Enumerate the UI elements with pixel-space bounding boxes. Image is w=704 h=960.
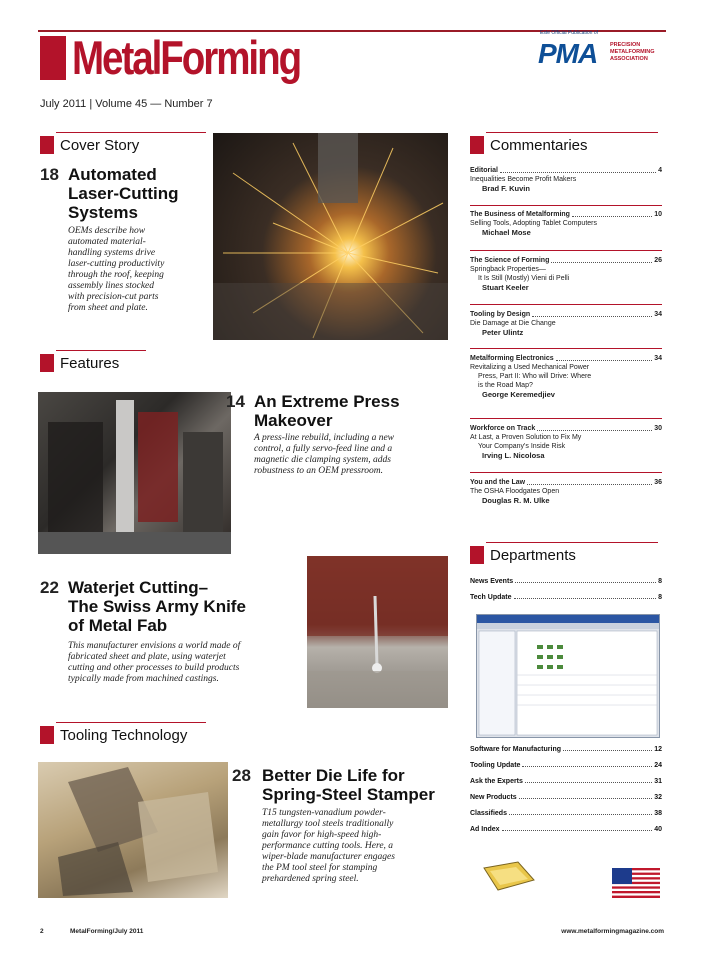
story-number: 14 <box>226 392 245 411</box>
story-headline: An Extreme Press Makeover <box>254 392 400 430</box>
footer-url: www.metalformingmagazine.com <box>561 928 664 935</box>
commentary-item: You and the Law 36 The OSHA Floodgates Open Douglas R. M. Ulke <box>470 479 662 505</box>
pma-logo: PMA <box>538 38 598 69</box>
story-blurb: OEMs describe how automated material- handling systems drive laser-cutting productivity through the roof, keeping assembly lines stocked with precision-cut parts from sheet and plate. <box>68 226 165 313</box>
section-features <box>40 354 210 380</box>
story-headline: Automated Laser-Cutting Systems <box>68 165 179 222</box>
department-item: Tooling Update 24 <box>470 762 662 769</box>
department-item: Classifieds 38 <box>470 810 662 817</box>
section-commentaries <box>470 136 662 162</box>
section-marker <box>470 136 484 154</box>
commentary-item: Metalforming Electronics 34 Revitalizing a Used Mechanical Power Press, Part II: Who will Drive: Where is the Road Map? George Keremedjiev <box>470 355 662 399</box>
section-marker <box>470 546 484 564</box>
brand-block <box>40 36 66 80</box>
story-headline: Better Die Life for Spring-Steel Stamper <box>262 766 435 804</box>
waterjet-photo <box>307 556 448 708</box>
divider <box>470 418 662 419</box>
magazine-title: MetalForming <box>72 31 301 84</box>
department-item: Tech Update 8 <box>470 594 662 601</box>
department-item: New Products 32 <box>470 794 662 801</box>
die-photo <box>38 762 228 898</box>
section-label: Cover Story <box>60 137 140 154</box>
story-number: 22 <box>40 578 59 597</box>
pma-tagline: Este Official Publication of <box>540 30 598 36</box>
section-departments <box>470 546 662 572</box>
story-headline: Waterjet Cutting– The Swiss Army Knife of Metal Fab <box>68 578 246 635</box>
story-number: 28 <box>232 766 251 785</box>
divider <box>470 304 662 305</box>
commentary-item: The Science of Forming 26 Springback Properties— It Is Still (Mostly) Vieni di Pelli Stuart Keeler <box>470 257 662 292</box>
commentary-item: Tooling by Design 34 Die Damage at Die Change Peter Ulintz <box>470 311 662 337</box>
story-blurb: This manufacturer envisions a world made of fabricated sheet and plate, using waterjet cutting and other processes to build products typically made from machined castings. <box>68 641 241 684</box>
press-photo <box>38 392 231 554</box>
section-label: Commentaries <box>490 137 588 154</box>
department-item: News Events 8 <box>470 578 662 585</box>
section-marker <box>40 726 54 744</box>
department-item: Ad Index 40 <box>470 826 662 833</box>
story-number: 18 <box>40 165 59 184</box>
us-flag-icon <box>612 868 660 898</box>
story-blurb: A press-line rebuild, including a new control, a fully servo-feed line and a magnetic die clamping system, adds robustness to an OEM pressroom. <box>254 433 395 476</box>
divider <box>470 250 662 251</box>
divider <box>470 205 662 206</box>
pma-name: PRECISION METALFORMING ASSOCIATION <box>610 42 655 62</box>
page-number: 2 <box>40 928 44 935</box>
section-label: Tooling Technology <box>60 727 188 744</box>
story-blurb: T15 tungsten-vanadium powder- metallurgy tool steels traditionally gain favor for high-speed high- performance cutting tools. Here, a wiper-blade manufacturer engages the PM tool steel for stamping prehardened spring steel. <box>262 808 395 884</box>
commentary-item: Workforce on Track 30 At Last, a Proven Solution to Fix My Your Company's Inside Risk Irving L. Nicolosa <box>470 425 662 460</box>
software-screenshot <box>476 614 660 738</box>
commentary-item: Editorial 4 Inequalities Become Profit Makers Brad F. Kuvin <box>470 167 662 193</box>
award-seal-icon <box>478 860 538 894</box>
laser-cutting-photo <box>213 133 448 340</box>
issue-line: July 2011 | Volume 45 — Number 7 <box>40 98 213 110</box>
divider <box>470 348 662 349</box>
section-label: Features <box>60 355 120 372</box>
section-tooling-technology <box>40 726 210 752</box>
divider <box>470 472 662 473</box>
section-label: Departments <box>490 547 576 564</box>
department-item: Ask the Experts 31 <box>470 778 662 785</box>
section-cover-story <box>40 136 210 162</box>
section-marker <box>40 354 54 372</box>
department-item: Software for Manufacturing 12 <box>470 746 662 753</box>
section-marker <box>40 136 54 154</box>
commentary-item: The Business of Metalforming 10 Selling Tools, Adopting Tablet Computers Michael Mose <box>470 211 662 237</box>
footer-left: MetalForming/July 2011 <box>70 928 144 935</box>
